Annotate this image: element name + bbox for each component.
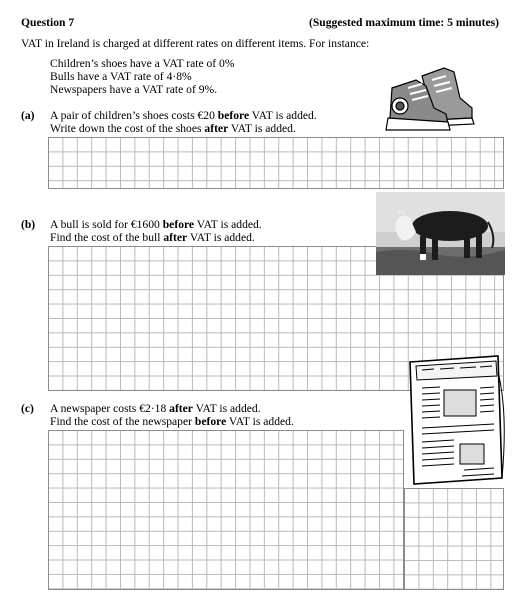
rate-newspapers: Newspapers have a VAT rate of 9%. [50, 83, 218, 96]
answer-grid-c-left[interactable] [48, 430, 404, 590]
intro-text: VAT in Ireland is charged at different rates on different items. For instance: [21, 37, 370, 50]
sneakers-illustration [382, 58, 477, 133]
part-b-line1: A bull is sold for €1600 before VAT is added. [50, 218, 262, 231]
part-c-line2: Find the cost of the newspaper before VAT is added. [50, 415, 294, 428]
suggested-time: (Suggested maximum time: 5 minutes) [309, 16, 499, 29]
answer-grid-c-right[interactable] [404, 488, 504, 590]
answer-grid-a[interactable] [48, 137, 504, 189]
rate-bulls: Bulls have a VAT rate of 4·8% [50, 70, 192, 83]
part-b-line2: Find the cost of the bull after VAT is added. [50, 231, 255, 244]
part-c-line1: A newspaper costs €2·18 after VAT is added. [50, 402, 261, 415]
newspaper-illustration [404, 352, 510, 488]
part-a-line2: Write down the cost of the shoes after VAT is added. [50, 122, 296, 135]
bull-photo [376, 192, 505, 275]
part-a-line1: A pair of children’s shoes costs €20 before VAT is added. [50, 109, 317, 122]
rate-children-shoes: Children’s shoes have a VAT rate of 0% [50, 57, 235, 70]
part-c-label: (c) [21, 402, 34, 415]
part-a-label: (a) [21, 109, 35, 122]
part-b-label: (b) [21, 218, 36, 231]
question-title: Question 7 [21, 16, 75, 29]
